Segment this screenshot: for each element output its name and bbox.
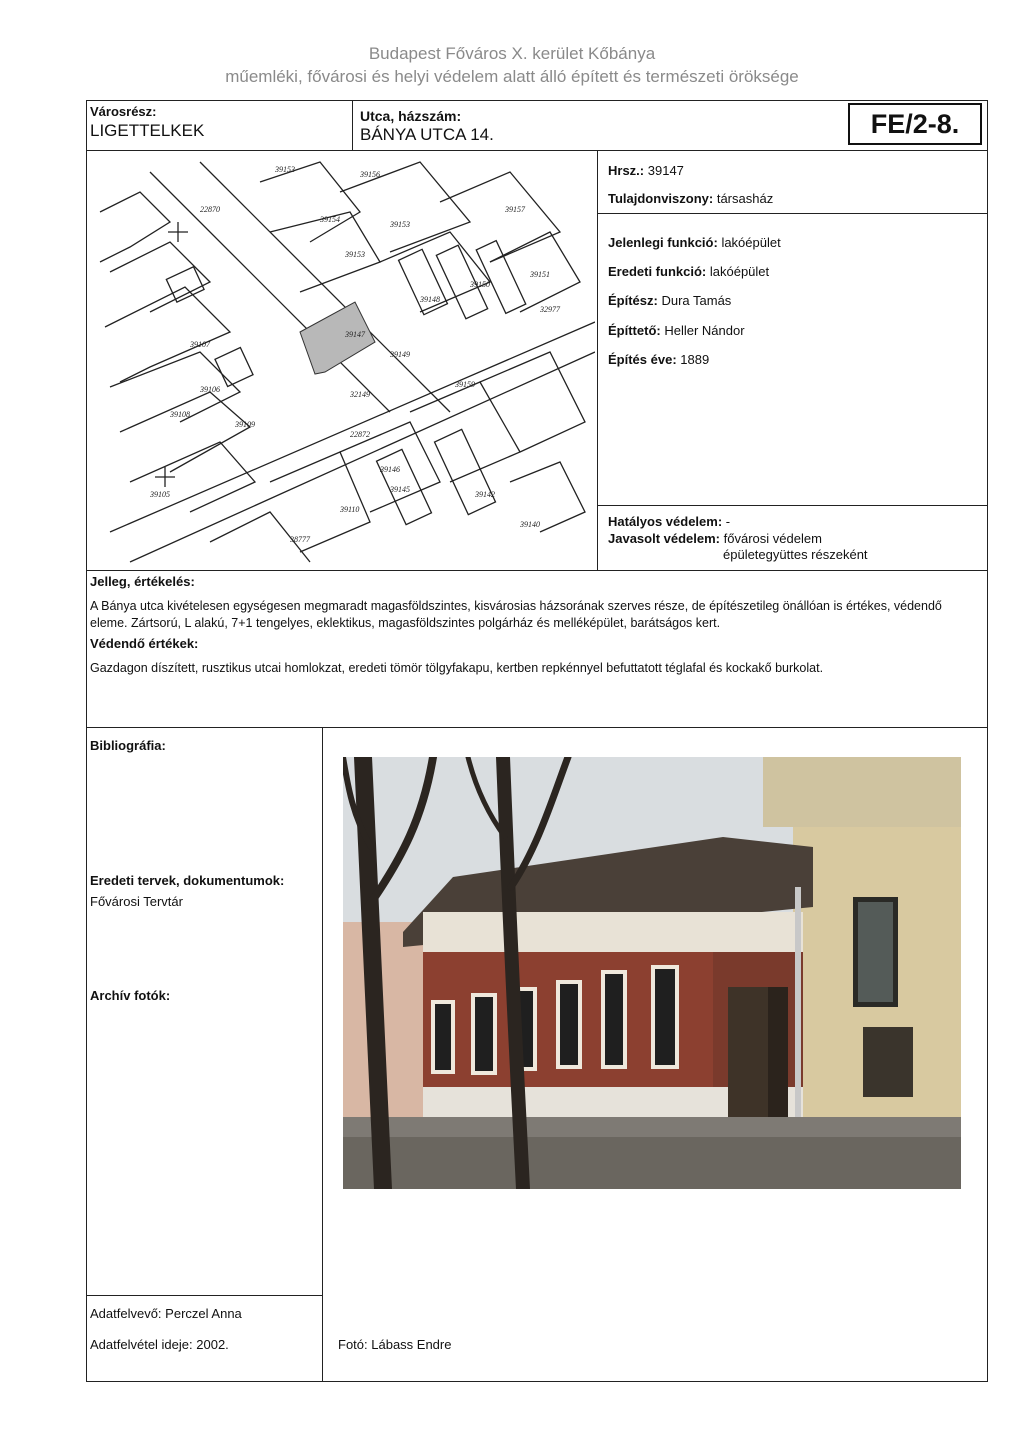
svg-text:39146: 39146 — [380, 465, 400, 474]
hrsz-label: Hrsz.: — [608, 163, 645, 178]
hrsz-row — [608, 163, 684, 178]
archive-label-text: Archív fotók: — [90, 988, 171, 1003]
plans-label — [90, 873, 284, 888]
architect-value: Dura Tamás — [661, 293, 732, 308]
svg-text:39149: 39149 — [390, 350, 410, 359]
svg-text:22872: 22872 — [350, 430, 370, 439]
svg-text:39150: 39150 — [470, 280, 490, 289]
divider-protection — [597, 505, 988, 506]
photo-credit-label: Fotó: — [338, 1337, 368, 1352]
bibliography-label — [90, 738, 166, 753]
values-text: Gazdagon díszített, rusztikus utcai homlokzat, eredeti tömör tölgyfakapu, kertben repkénnyel befuttatott téglafal és kockakő burkolat. — [90, 661, 824, 675]
current-function-row — [608, 235, 781, 250]
building-photo-svg — [343, 757, 961, 1189]
svg-text:39151: 39151 — [530, 270, 550, 279]
builder-row — [608, 323, 745, 338]
svg-text:39153: 39153 — [275, 165, 295, 174]
original-function-label: Eredeti funkció: — [608, 264, 707, 279]
current-protection-row — [608, 514, 730, 529]
proposed-protection-value-2: épületegyüttes részeként — [723, 547, 868, 562]
svg-text:39154: 39154 — [320, 215, 340, 224]
svg-text:39153: 39153 — [345, 250, 365, 259]
architect-label: Építész: — [608, 293, 658, 308]
ownership-label: Tulajdonviszony: — [608, 191, 714, 206]
record-code: FE/2-8. — [848, 103, 982, 145]
current-function-label: Jelenlegi funkció: — [608, 235, 718, 250]
svg-text:39147: 39147 — [345, 330, 365, 339]
svg-text:39107: 39107 — [190, 340, 210, 349]
cadastral-map-svg — [90, 152, 595, 568]
header-line-1: Budapest Főváros X. kerület Kőbánya — [368, 44, 656, 63]
year-label: Építés éve: — [608, 352, 677, 367]
building-photo — [343, 757, 961, 1189]
divider-evaluation — [86, 727, 988, 728]
values-title-text: Védendő értékek: — [90, 636, 199, 651]
hrsz-value: 39147 — [647, 163, 684, 178]
divider-top — [86, 150, 988, 151]
year-row — [608, 352, 709, 367]
svg-text:39148: 39148 — [420, 295, 440, 304]
svg-text:32977: 32977 — [540, 305, 560, 314]
plans-label-text: Eredeti tervek, dokumentumok: — [90, 873, 285, 888]
builder-value: Heller Nándor — [664, 323, 745, 338]
svg-text:39105: 39105 — [150, 490, 170, 499]
proposed-protection-row — [608, 531, 822, 546]
street-value: BÁNYA UTCA 14. — [360, 125, 494, 144]
bibliography-label-text: Bibliográfia: — [90, 738, 166, 753]
svg-text:39159: 39159 — [455, 380, 475, 389]
svg-text:39110: 39110 — [340, 505, 360, 514]
recorder-label: Adatfelvevő: — [90, 1306, 162, 1321]
svg-text:39156: 39156 — [360, 170, 380, 179]
district-value: LIGETTELKEK — [90, 121, 205, 140]
district-label: Városrész: — [90, 104, 157, 119]
date-row — [90, 1337, 229, 1352]
svg-text:39153: 39153 — [390, 220, 410, 229]
ownership-row — [608, 191, 773, 206]
svg-text:39108: 39108 — [170, 410, 190, 419]
date-label: Adatfelvétel ideje: — [90, 1337, 193, 1352]
divider-ownership — [597, 213, 988, 214]
evaluation-title — [90, 574, 195, 589]
svg-text:39109: 39109 — [235, 420, 255, 429]
photo-credit-row — [338, 1337, 451, 1352]
proposed-protection-label: Javasolt védelem: — [608, 531, 721, 546]
original-function-value: lakóépület — [709, 264, 770, 279]
divider-map-bottom — [86, 570, 988, 571]
date-value: 2002. — [196, 1337, 229, 1352]
evaluation-text: A Bánya utca kivételesen egységesen megmaradt magasföldszintes, kisvárosias házsorának szerves része, de építészetileg önállóan is értékes, védendő eleme. Zártsorú, L alakú, 7+1 tengelyes, eklektikus, magasföldszintes polgárház és melléképület, barátságos kert. — [90, 599, 942, 630]
recorder-row — [90, 1306, 242, 1321]
proposed-protection-value: fővárosi védelem — [723, 531, 822, 546]
svg-text:39145: 39145 — [390, 485, 410, 494]
svg-text:32149: 32149 — [350, 390, 370, 399]
divider-district — [352, 100, 353, 150]
architect-row — [608, 293, 731, 308]
svg-text:22870: 22870 — [200, 205, 220, 214]
cadastral-map — [90, 152, 595, 568]
plans-value: Fővárosi Tervtár — [90, 894, 183, 909]
street-label: Utca, házszám: — [360, 108, 462, 124]
ownership-value: társasház — [716, 191, 774, 206]
header-line-2: műemléki, fővárosi és helyi védelem alatt álló épített és természeti öröksége — [225, 67, 799, 86]
svg-text:39157: 39157 — [505, 205, 525, 214]
original-function-row — [608, 264, 769, 279]
current-protection-label: Hatályos védelem: — [608, 514, 723, 529]
current-function-value: lakóépület — [721, 235, 781, 250]
divider-sidebar — [322, 727, 323, 1382]
svg-text:39106: 39106 — [200, 385, 220, 394]
photo-credit-value: Lábass Endre — [371, 1337, 452, 1352]
year-value: 1889 — [680, 352, 710, 367]
values-title — [90, 636, 198, 651]
svg-text:38777: 38777 — [290, 535, 310, 544]
archive-label — [90, 988, 170, 1003]
svg-text:39142: 39142 — [475, 490, 495, 499]
evaluation-title-text: Jelleg, értékelés: — [90, 574, 195, 589]
divider-footer — [86, 1295, 323, 1296]
svg-text:39140: 39140 — [520, 520, 540, 529]
builder-label: Építtető: — [608, 323, 661, 338]
recorder-value: Perczel Anna — [165, 1306, 242, 1321]
current-protection-value: - — [725, 514, 731, 529]
